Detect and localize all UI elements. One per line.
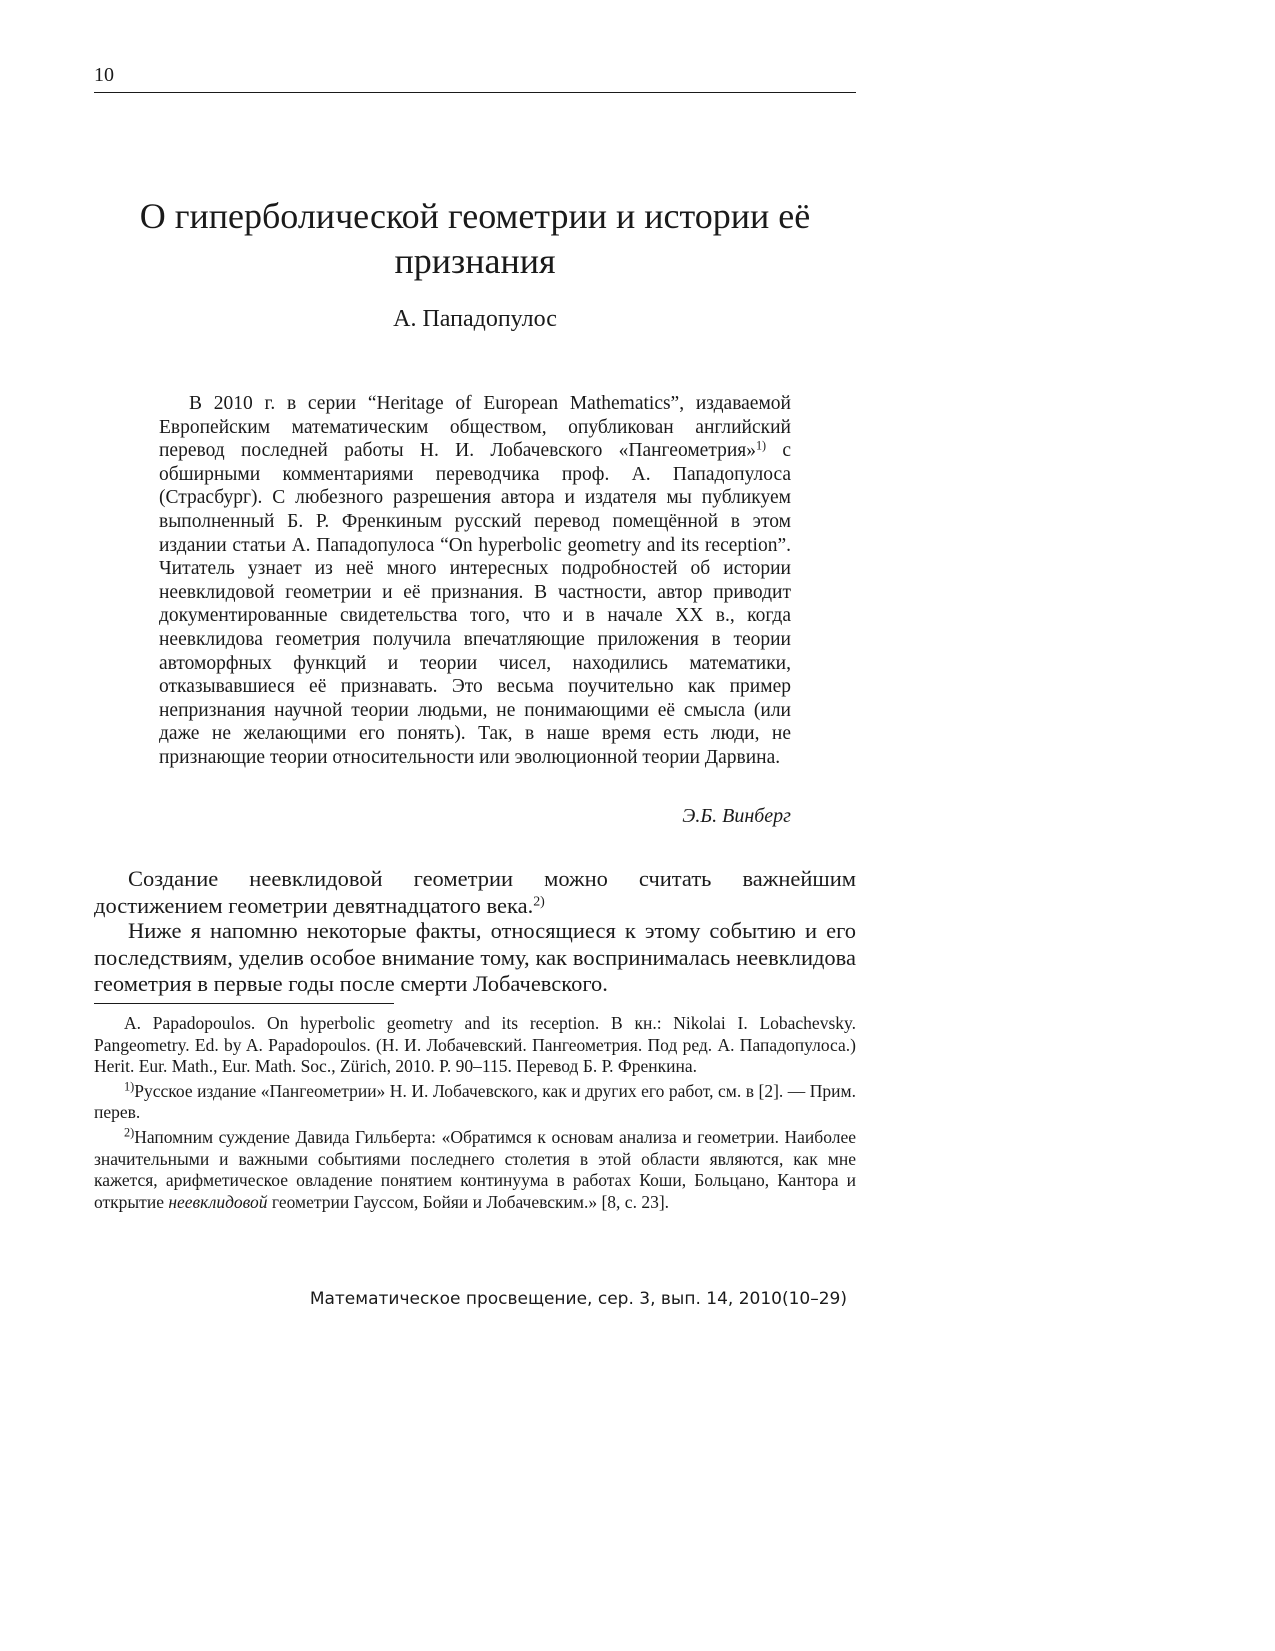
footnote-source: А. Papadopoulos. On hyperbolic geometry and its reception. В кн.: Nikolai I. Lobachevsky. Pangeometry. Ed. by A. Papadopoulos. (Н. И. Лобачевский. Пангеометрия. Под ред. А. Пападопулоса.) Herit. Eur. Math., Eur. Math. Soc., Zürich, 2010. P. 90–115. Перевод Б. Р. Френкина. [94,1013,856,1077]
footnotes [94,1013,856,1216]
body-paragraph-2: Ниже я напомню некоторые факты, относящиеся к этому событию и его последствиям, уделив особое внимание тому, как воспринималась неевклидова геометрия в первые годы после смерти Лобачевского. [94,918,856,996]
header-rule [94,92,856,93]
footnote-1 [94,1081,856,1124]
footnote-2-text-end: геометрии Гауссом, Бойяи и Лобачевским.» [8, с. 23]. [267,1191,670,1212]
journal-footer: Математическое просвещение, сер. 3, вып. 14, 2010(10–29) [309,1289,847,1309]
footnote-1-text: Русское издание «Пангеометрии» Н. И. Лобачевского, как и других его работ, см. в [2]. — Прим. перев. [94,1080,856,1123]
footnote-ref-2: 2) [533,893,545,909]
page-number: 10 [94,64,114,86]
abstract-paragraph [159,392,791,770]
footnote-2-mark: 2) [124,1125,135,1140]
footnote-2-italic: неевклидовой [168,1191,268,1212]
abstract-signature: Э.Б. Винберг [682,805,791,827]
article-title: О гиперболической геометрии и истории её признания [139,196,811,281]
footnote-1-mark: 1) [124,1079,135,1094]
footnote-ref-1: 1) [756,438,767,453]
abstract-text-end: с обширными комментариями переводчика проф. А. Пападопулоса (Страсбург). С любезного разрешения автора и издателя мы публикуем выполненный Б. Р. Френкиным русский перевод помещённой в этом издании статьи А. Пападопулоса “On hyperbolic geometry and its reception”. Читатель узнает из неё много интересных подробностей об истории неевклидовой геометрии и её признания. В частности, автор приводит документированные свидетельства того, что и в начале XX в., когда неевклидова геометрия получила впечатляющие приложения в теории автоморфных функций и теории чисел, находились математики, отказывавшиеся её признавать. Это весьма поучительно как пример непризнания научной теории людьми, не понимающими её смысла (или даже не желающими его понять). Так, в наше время есть люди, не признающие теории относительности или эволюционной теории Дарвина. [159,440,792,768]
footnote-2 [94,1127,856,1213]
body-paragraph-1-text: Создание неевклидовой геометрии можно считать важнейшим достижением геометрии девятнадцатого века. [94,866,856,918]
body-paragraph-1 [94,866,856,919]
footnote-rule [94,1003,394,1004]
abstract-text-start: В 2010 г. в серии “Heritage of European Mathematics”, издаваемой Европейским математическим обществом, опубликован английский перевод последней работы Н. И. Лобачевского «Пангеометрия» [159,393,791,462]
article-author: А. Пападопулос [393,306,557,332]
footnote-2-text-start: Напомним суждение Давида Гильберта: «Обратимся к основам анализа и геометрии. Наиболее значительными и важными событиями последнего столетия в этой области являются, как мне кажется, арифметическое овладение понятием континуума в работах Коши, Больцано, Кантора и открытие [94,1126,856,1212]
